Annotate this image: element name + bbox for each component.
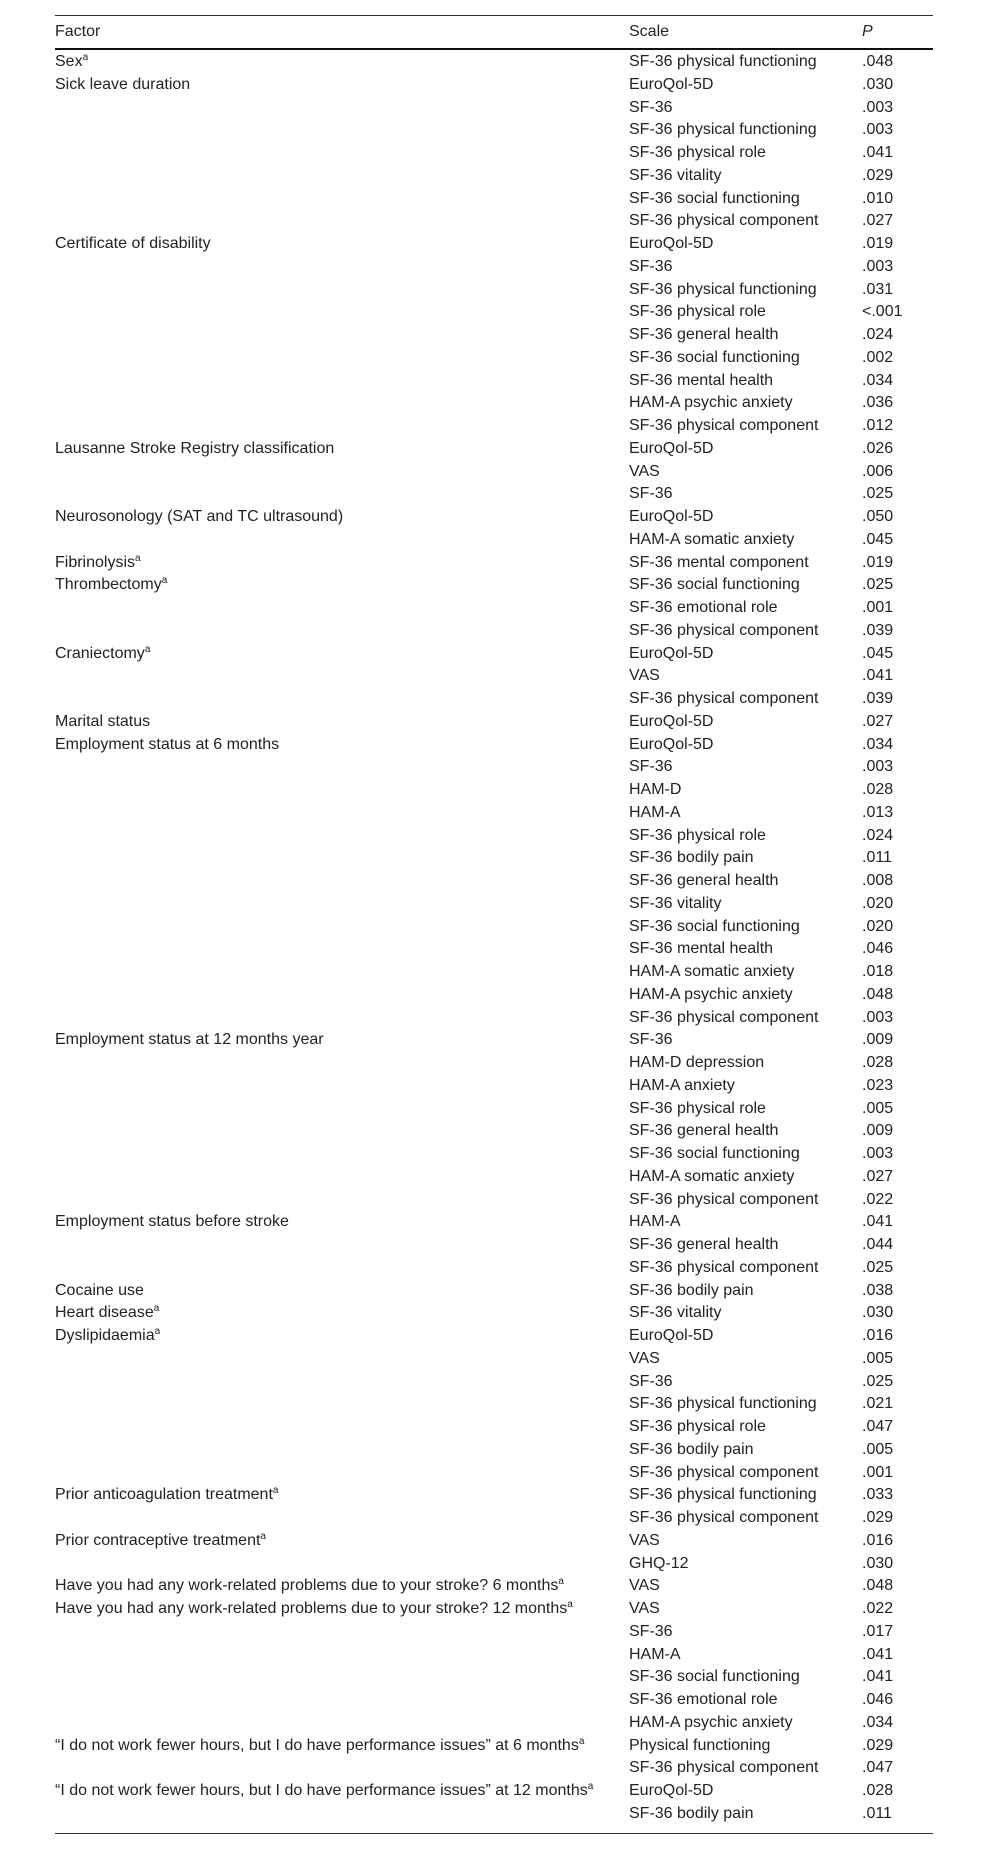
scale-cell: SF-36 physical role bbox=[629, 1418, 766, 1435]
p-value-cell: .039 bbox=[862, 690, 894, 707]
table-row bbox=[55, 1007, 933, 1030]
table-row bbox=[55, 574, 933, 597]
table-row bbox=[55, 324, 933, 347]
p-value-cell: .030 bbox=[862, 1304, 894, 1322]
scale-cell: SF-36 mental health bbox=[629, 371, 774, 389]
scale-cell: SF-36 vitality bbox=[629, 1304, 722, 1322]
factor-cell bbox=[55, 1280, 144, 1303]
scale-cell: VAS bbox=[629, 1349, 660, 1367]
p-value-cell: .041 bbox=[862, 667, 894, 685]
table-row bbox=[55, 1348, 933, 1371]
scale-cell: SF-36 physical functioning bbox=[629, 121, 817, 139]
table-row bbox=[55, 1166, 933, 1189]
p-value-cell: .008 bbox=[862, 872, 894, 889]
p-value-cell: .009 bbox=[862, 1122, 894, 1140]
factor-label: Heart disease bbox=[55, 1304, 154, 1322]
p-value-cell: .036 bbox=[862, 394, 894, 412]
scale-cell: SF-36 bodily pain bbox=[629, 849, 754, 867]
table-row bbox=[55, 1120, 933, 1143]
p-value-cell: .025 bbox=[862, 1372, 894, 1390]
scale-cell: SF-36 physical functioning bbox=[629, 280, 817, 298]
table-row bbox=[55, 984, 933, 1007]
scale-cell: EuroQol-5D bbox=[629, 1782, 714, 1799]
table-row bbox=[55, 1803, 933, 1826]
table-row bbox=[55, 392, 933, 415]
p-value-cell: .018 bbox=[862, 963, 894, 980]
scale-cell: HAM-A anxiety bbox=[629, 1076, 735, 1094]
p-value-cell: .022 bbox=[862, 1600, 894, 1617]
p-value-cell: .001 bbox=[862, 1463, 894, 1481]
scale-cell: SF-36 social functioning bbox=[629, 917, 800, 935]
table-row bbox=[55, 938, 933, 961]
p-value-cell: .009 bbox=[862, 1031, 894, 1049]
table-row bbox=[55, 916, 933, 939]
table-header bbox=[55, 16, 933, 50]
footnote-marker: a bbox=[161, 575, 168, 587]
p-value-cell: .027 bbox=[862, 712, 894, 730]
p-value-cell: .047 bbox=[862, 1759, 894, 1777]
factor-label: Lausanne Stroke Registry classification bbox=[55, 439, 335, 457]
scale-cell: EuroQol-5D bbox=[629, 712, 714, 730]
p-value-cell: .024 bbox=[862, 326, 894, 343]
table-row bbox=[55, 1280, 933, 1303]
table-row bbox=[55, 51, 933, 74]
p-value-cell: .048 bbox=[862, 53, 894, 70]
table-row bbox=[55, 1143, 933, 1166]
scale-cell: SF-36 bbox=[629, 485, 673, 503]
p-value-cell: .028 bbox=[862, 781, 894, 798]
table-row bbox=[55, 210, 933, 233]
scale-cell: SF-36 bodily pain bbox=[629, 1440, 754, 1458]
scale-cell: EuroQol-5D bbox=[629, 1327, 714, 1344]
p-value-cell: .034 bbox=[862, 371, 894, 389]
footnote-marker: a bbox=[272, 1485, 279, 1497]
factor-cell bbox=[55, 1598, 573, 1621]
table-row bbox=[55, 1439, 933, 1462]
factor-cell bbox=[55, 711, 150, 734]
table-row bbox=[55, 802, 933, 825]
table-row bbox=[55, 688, 933, 711]
table-row bbox=[55, 347, 933, 370]
table-row bbox=[55, 1302, 933, 1325]
table-row bbox=[55, 461, 933, 484]
table-row bbox=[55, 1757, 933, 1780]
table-row bbox=[55, 665, 933, 688]
table-row bbox=[55, 529, 933, 552]
table-row bbox=[55, 1211, 933, 1234]
table-row bbox=[55, 506, 933, 529]
scale-cell: HAM-A psychic anxiety bbox=[629, 394, 793, 412]
p-value-cell: <.001 bbox=[862, 303, 903, 321]
factor-label: “I do not work fewer hours, but I do have performance issues” at 12 months bbox=[55, 1782, 588, 1799]
p-value-cell: .028 bbox=[862, 1782, 894, 1799]
factor-cell bbox=[55, 74, 190, 97]
scale-cell: SF-36 physical role bbox=[629, 1099, 766, 1117]
table-row bbox=[55, 438, 933, 461]
table-row bbox=[55, 74, 933, 97]
factor-label: Fibrinolysis bbox=[55, 553, 136, 571]
p-value-cell: .046 bbox=[862, 1691, 894, 1708]
factor-label: Marital status bbox=[55, 712, 151, 730]
table-row bbox=[55, 1393, 933, 1416]
p-value-cell: .001 bbox=[862, 599, 894, 616]
p-value-cell: .048 bbox=[862, 985, 894, 1003]
p-value-cell: .030 bbox=[862, 1554, 894, 1572]
scale-cell: HAM-D depression bbox=[629, 1054, 765, 1071]
table-row bbox=[55, 1325, 933, 1348]
table-row bbox=[55, 370, 933, 393]
footnote-marker: a bbox=[587, 1781, 594, 1792]
p-value-cell: .003 bbox=[862, 98, 894, 116]
factor-cell bbox=[55, 1530, 266, 1553]
factor-label: Neurosonology (SAT and TC ultrasound) bbox=[55, 508, 344, 525]
p-value-cell: .011 bbox=[862, 1804, 892, 1822]
scale-cell: EuroQol-5D bbox=[629, 644, 714, 662]
scale-cell: EuroQol-5D bbox=[629, 439, 714, 457]
p-value-cell: .046 bbox=[862, 940, 894, 958]
scale-cell: EuroQol-5D bbox=[629, 75, 714, 93]
table-row bbox=[55, 1052, 933, 1075]
footnote-marker: a bbox=[558, 1576, 564, 1588]
factor-label: Sex bbox=[55, 53, 83, 70]
table-row bbox=[55, 1507, 933, 1530]
factor-label: Sick leave duration bbox=[55, 75, 191, 93]
scale-cell: SF-36 emotional role bbox=[629, 599, 778, 616]
table-row bbox=[55, 756, 933, 779]
table-row bbox=[55, 1735, 933, 1758]
table-row bbox=[55, 1666, 933, 1689]
table-row bbox=[55, 1780, 933, 1803]
footnote-marker: a bbox=[578, 1735, 585, 1747]
p-value-cell: .017 bbox=[862, 1622, 894, 1640]
scale-cell: SF-36 emotional role bbox=[629, 1691, 778, 1708]
scale-cell: SF-36 physical component bbox=[629, 417, 819, 434]
p-value-cell: .029 bbox=[862, 1736, 894, 1754]
scale-cell: SF-36 social functioning bbox=[629, 189, 800, 207]
p-value-cell: .026 bbox=[862, 439, 894, 457]
table-row bbox=[55, 97, 933, 120]
p-value-cell: .045 bbox=[862, 644, 894, 662]
p-value-cell: .033 bbox=[862, 1486, 894, 1504]
table-row bbox=[55, 483, 933, 506]
table-row bbox=[55, 597, 933, 620]
table-row bbox=[55, 893, 933, 916]
footnote-marker: a bbox=[82, 52, 89, 63]
scale-cell: HAM-A bbox=[629, 803, 681, 821]
p-value-cell: .050 bbox=[862, 508, 894, 525]
scale-cell: SF-36 bodily pain bbox=[629, 1281, 754, 1299]
table-row bbox=[55, 1371, 933, 1394]
table-row bbox=[55, 142, 933, 165]
factor-cell bbox=[55, 438, 334, 461]
factor-cell bbox=[55, 643, 150, 666]
p-value-cell: .020 bbox=[862, 894, 894, 912]
header-p: P bbox=[862, 23, 873, 40]
scale-cell: VAS bbox=[629, 1600, 660, 1617]
factor-cell bbox=[55, 506, 343, 529]
scale-cell: SF-36 physical role bbox=[629, 144, 766, 161]
factor-label: Have you had any work-related problems due to your stroke? 6 months bbox=[55, 1577, 559, 1595]
factor-cell bbox=[55, 1735, 584, 1758]
table-row bbox=[55, 711, 933, 734]
header-scale: Scale bbox=[629, 23, 670, 40]
p-value-cell: .027 bbox=[862, 1167, 894, 1185]
scale-cell: HAM-A somatic anxiety bbox=[629, 530, 795, 548]
header-factor: Factor bbox=[55, 23, 101, 40]
table-row bbox=[55, 1075, 933, 1098]
p-value-cell: .003 bbox=[862, 257, 894, 275]
footnote-marker: a bbox=[154, 1326, 161, 1337]
table-row bbox=[55, 847, 933, 870]
scale-cell: SF-36 physical component bbox=[629, 1008, 819, 1026]
p-value-cell: .029 bbox=[862, 166, 894, 184]
p-value-cell: .019 bbox=[862, 553, 894, 571]
p-value-cell: .034 bbox=[862, 735, 894, 753]
factor-label: Employment status before stroke bbox=[55, 1213, 289, 1231]
factor-label: “I do not work fewer hours, but I do have performance issues” at 6 months bbox=[55, 1736, 579, 1754]
scale-cell: VAS bbox=[629, 1531, 660, 1549]
factor-label: Employment status at 6 months bbox=[55, 735, 280, 753]
factor-cell bbox=[55, 1325, 160, 1348]
table-row bbox=[55, 961, 933, 984]
scale-cell: SF-36 bbox=[629, 1031, 673, 1049]
p-value-cell: .025 bbox=[862, 576, 894, 594]
scale-cell: SF-36 physical component bbox=[629, 690, 819, 707]
footnote-marker: a bbox=[153, 1303, 160, 1315]
p-value-cell: .044 bbox=[862, 1236, 894, 1253]
scale-cell: GHQ-12 bbox=[629, 1554, 689, 1572]
factor-cell bbox=[55, 552, 141, 575]
p-value-cell: .003 bbox=[862, 1145, 894, 1162]
p-value-cell: .021 bbox=[862, 1395, 894, 1413]
scale-cell: SF-36 bodily pain bbox=[629, 1804, 754, 1822]
scale-cell: SF-36 physical component bbox=[629, 1258, 819, 1276]
factor-cell bbox=[55, 1575, 564, 1598]
p-value-cell: .025 bbox=[862, 485, 894, 503]
p-value-cell: .013 bbox=[862, 803, 894, 821]
scale-cell: HAM-A bbox=[629, 1213, 681, 1231]
factor-cell bbox=[55, 574, 167, 597]
scale-cell: SF-36 physical component bbox=[629, 1463, 819, 1481]
scale-cell: SF-36 physical component bbox=[629, 1190, 819, 1208]
table-row bbox=[55, 1189, 933, 1212]
p-value-cell: .048 bbox=[862, 1577, 894, 1595]
table-row bbox=[55, 620, 933, 643]
scale-cell: SF-36 bbox=[629, 257, 673, 275]
p-value-cell: .005 bbox=[862, 1099, 894, 1117]
table-row bbox=[55, 1712, 933, 1735]
scale-cell: SF-36 bbox=[629, 1372, 673, 1390]
scale-cell: SF-36 mental component bbox=[629, 553, 809, 571]
table-row bbox=[55, 233, 933, 256]
p-value-cell: .028 bbox=[862, 1054, 894, 1071]
scale-cell: SF-36 general health bbox=[629, 872, 779, 889]
factor-label: Have you had any work-related problems due to your stroke? 12 months bbox=[55, 1600, 568, 1617]
scale-cell: SF-36 social functioning bbox=[629, 1668, 800, 1686]
p-value-cell: .002 bbox=[862, 348, 894, 366]
p-value-cell: .012 bbox=[862, 417, 894, 434]
p-value-cell: .005 bbox=[862, 1349, 894, 1367]
table-row bbox=[55, 301, 933, 324]
p-value-cell: .030 bbox=[862, 75, 894, 93]
results-table bbox=[55, 15, 933, 1834]
factor-label: Craniectomy bbox=[55, 644, 145, 662]
table-row bbox=[55, 779, 933, 802]
scale-cell: HAM-A somatic anxiety bbox=[629, 963, 795, 980]
p-value-cell: .041 bbox=[862, 1645, 894, 1663]
p-value-cell: .041 bbox=[862, 144, 894, 161]
scale-cell: SF-36 physical functioning bbox=[629, 1486, 817, 1504]
table-row bbox=[55, 279, 933, 302]
p-value-cell: .019 bbox=[862, 235, 894, 252]
scale-cell: SF-36 physical component bbox=[629, 621, 819, 639]
scale-cell: HAM-A somatic anxiety bbox=[629, 1167, 795, 1185]
scale-cell: HAM-A psychic anxiety bbox=[629, 1713, 793, 1731]
factor-label: Dyslipidaemia bbox=[55, 1327, 155, 1344]
factor-cell bbox=[55, 233, 211, 256]
scale-cell: SF-36 vitality bbox=[629, 894, 722, 912]
table-row bbox=[55, 734, 933, 757]
scale-cell: SF-36 mental health bbox=[629, 940, 774, 958]
p-value-cell: .034 bbox=[862, 1713, 894, 1731]
scale-cell: SF-36 social functioning bbox=[629, 1145, 800, 1162]
scale-cell: SF-36 physical component bbox=[629, 212, 819, 230]
p-value-cell: .003 bbox=[862, 1008, 894, 1026]
table-row bbox=[55, 643, 933, 666]
p-value-cell: .041 bbox=[862, 1213, 894, 1231]
table-body bbox=[55, 50, 933, 1833]
p-value-cell: .016 bbox=[862, 1327, 894, 1344]
footnote-marker: a bbox=[260, 1530, 266, 1542]
p-value-cell: .023 bbox=[862, 1076, 894, 1094]
p-value-cell: .047 bbox=[862, 1418, 894, 1435]
table-row bbox=[55, 1621, 933, 1644]
factor-label: Thrombectomy bbox=[55, 576, 162, 594]
table-row bbox=[55, 1098, 933, 1121]
scale-cell: SF-36 social functioning bbox=[629, 576, 800, 594]
scale-cell: SF-36 general health bbox=[629, 1236, 779, 1253]
scale-cell: VAS bbox=[629, 462, 660, 480]
p-value-cell: .031 bbox=[862, 280, 894, 298]
p-value-cell: .003 bbox=[862, 121, 894, 139]
scale-cell: SF-36 physical functioning bbox=[629, 53, 817, 70]
table-row bbox=[55, 165, 933, 188]
scale-cell: SF-36 physical component bbox=[629, 1509, 819, 1526]
factor-label: Certificate of disability bbox=[55, 235, 211, 252]
scale-cell: SF-36 bbox=[629, 758, 673, 776]
factor-cell bbox=[55, 734, 279, 757]
table-row bbox=[55, 1462, 933, 1485]
scale-cell: SF-36 general health bbox=[629, 326, 779, 343]
scale-cell: HAM-D bbox=[629, 781, 682, 798]
p-value-cell: .016 bbox=[862, 1531, 894, 1549]
p-value-cell: .025 bbox=[862, 1258, 894, 1276]
footnote-marker: a bbox=[135, 552, 141, 564]
scale-cell: HAM-A bbox=[629, 1645, 681, 1663]
table-row bbox=[55, 1029, 933, 1052]
table-row bbox=[55, 1257, 933, 1280]
p-value-cell: .011 bbox=[862, 849, 892, 867]
p-value-cell: .020 bbox=[862, 917, 894, 935]
factor-cell bbox=[55, 1029, 324, 1052]
p-value-cell: .006 bbox=[862, 462, 894, 480]
table-row bbox=[55, 1234, 933, 1257]
table-row bbox=[55, 119, 933, 142]
factor-label: Prior anticoagulation treatment bbox=[55, 1486, 273, 1504]
p-value-cell: .010 bbox=[862, 189, 894, 207]
table-row bbox=[55, 1530, 933, 1553]
p-value-cell: .039 bbox=[862, 621, 894, 639]
factor-cell bbox=[55, 1211, 289, 1234]
table-row bbox=[55, 825, 933, 848]
factor-label: Prior contraceptive treatment bbox=[55, 1531, 261, 1549]
table-row bbox=[55, 1598, 933, 1621]
scale-cell: Physical functioning bbox=[629, 1736, 771, 1754]
factor-cell bbox=[55, 1302, 159, 1325]
footnote-marker: a bbox=[144, 643, 151, 655]
factor-cell bbox=[55, 51, 88, 74]
footnote-marker: a bbox=[567, 1599, 573, 1610]
table-row bbox=[55, 870, 933, 893]
scale-cell: SF-36 social functioning bbox=[629, 348, 800, 366]
p-value-cell: .029 bbox=[862, 1509, 894, 1526]
p-value-cell: .024 bbox=[862, 826, 894, 844]
scale-cell: VAS bbox=[629, 1577, 660, 1595]
table-row bbox=[55, 1484, 933, 1507]
factor-label: Employment status at 12 months year bbox=[55, 1031, 324, 1049]
p-value-cell: .027 bbox=[862, 212, 894, 230]
scale-cell: SF-36 physical functioning bbox=[629, 1395, 817, 1413]
p-value-cell: .022 bbox=[862, 1190, 894, 1208]
p-value-cell: .041 bbox=[862, 1668, 894, 1686]
scale-cell: SF-36 physical role bbox=[629, 826, 766, 844]
factor-cell bbox=[55, 1780, 593, 1803]
table-row bbox=[55, 1416, 933, 1439]
scale-cell: HAM-A psychic anxiety bbox=[629, 985, 793, 1003]
table-row bbox=[55, 256, 933, 279]
scale-cell: EuroQol-5D bbox=[629, 235, 714, 252]
factor-label: Cocaine use bbox=[55, 1281, 144, 1299]
table-row bbox=[55, 1689, 933, 1712]
scale-cell: SF-36 bbox=[629, 1622, 673, 1640]
table-row bbox=[55, 188, 933, 211]
scale-cell: EuroQol-5D bbox=[629, 508, 714, 525]
table-row bbox=[55, 415, 933, 438]
scale-cell: VAS bbox=[629, 667, 660, 685]
table-row bbox=[55, 1553, 933, 1576]
p-value-cell: .038 bbox=[862, 1281, 894, 1299]
table-row bbox=[55, 1575, 933, 1598]
table-row bbox=[55, 1644, 933, 1667]
scale-cell: SF-36 physical role bbox=[629, 303, 766, 321]
p-value-cell: .005 bbox=[862, 1440, 894, 1458]
table-row bbox=[55, 552, 933, 575]
p-value-cell: .003 bbox=[862, 758, 894, 776]
scale-cell: SF-36 general health bbox=[629, 1122, 779, 1140]
p-value-cell: .045 bbox=[862, 530, 894, 548]
scale-cell: SF-36 vitality bbox=[629, 166, 722, 184]
factor-cell bbox=[55, 1484, 278, 1507]
scale-cell: SF-36 physical component bbox=[629, 1759, 819, 1777]
scale-cell: EuroQol-5D bbox=[629, 735, 714, 753]
scale-cell: SF-36 bbox=[629, 98, 673, 116]
